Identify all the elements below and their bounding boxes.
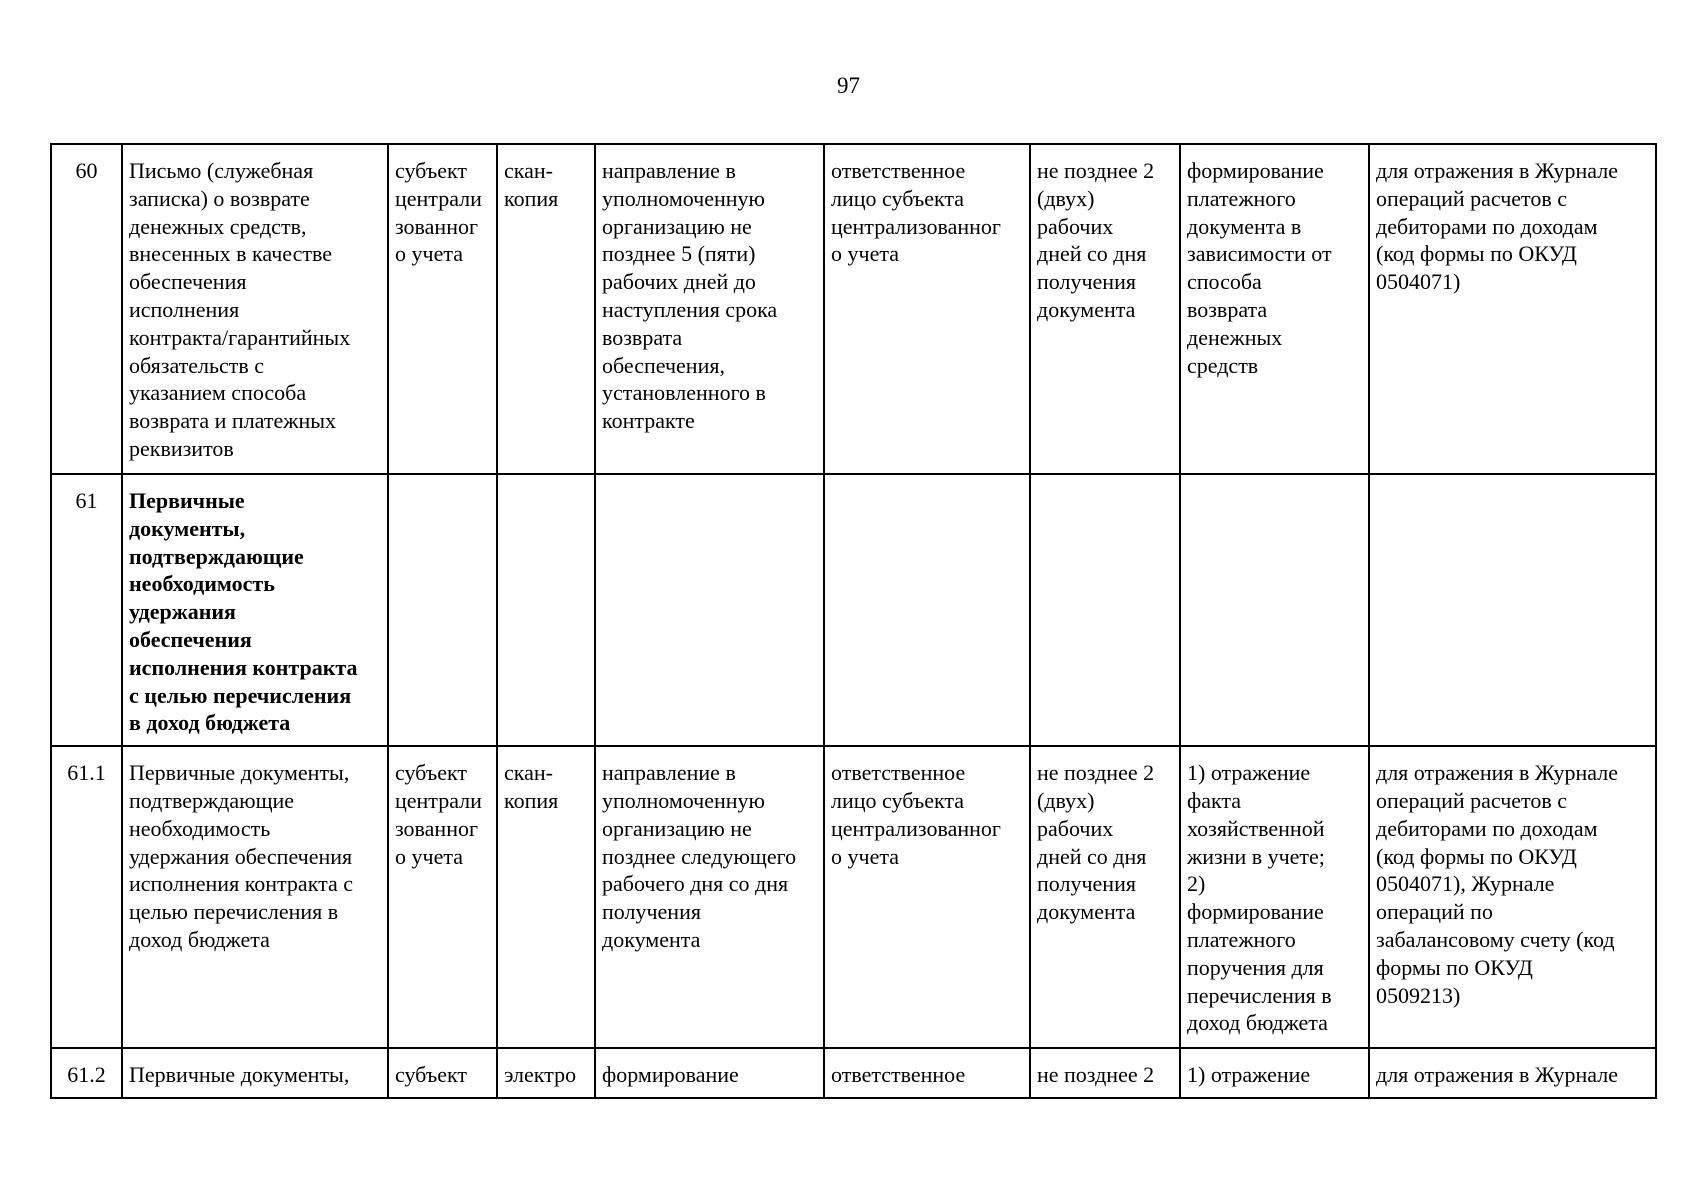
deadline: не позднее 2 (двух) рабочих дней со дня получения документа: [1037, 760, 1155, 925]
document-name: Первичные документы,: [129, 1062, 350, 1088]
purpose-cell: [1369, 1048, 1656, 1098]
format-cell: [497, 1048, 595, 1098]
document-name-cell: [122, 746, 388, 1048]
executor: субъект централи зованног о учета: [395, 760, 482, 869]
format-cell: [497, 746, 595, 1048]
submission-term: направление в уполномоченную организацию не позднее 5 (пяти) рабочих дней до наступления срока возврата обеспечения, установленного в контракте: [602, 158, 778, 434]
table-row: [51, 144, 1656, 474]
action: 1) отражение: [1187, 1062, 1311, 1088]
document-name: Первичные документы, подтверждающие необходимость удержания обеспечения исполнения контракта с целью перечисления в доход бюджета: [129, 760, 354, 952]
action-cell: [1180, 144, 1369, 474]
submission-term: направление в уполномоченную организацию не позднее следующего рабочего дня со дня получения документа: [602, 760, 797, 952]
action-cell: [1180, 474, 1369, 746]
executor: субъект: [395, 1062, 467, 1088]
submission-term-cell: [595, 1048, 824, 1098]
submission-term: формирование: [602, 1062, 739, 1088]
row-number-cell: [51, 474, 122, 746]
deadline-cell: [1030, 144, 1180, 474]
format-cell: [497, 474, 595, 746]
responsible-cell: [824, 746, 1030, 1048]
submission-term-cell: [595, 746, 824, 1048]
section-heading: Первичные документы, подтверждающие необходимость удержания обеспечения исполнения контракта с целью перечисления в доход бюджета: [129, 488, 358, 736]
purpose: для отражения в Журнале операций расчетов с дебиторами по доходам (код формы по ОКУД 0504071): [1376, 158, 1618, 295]
row-number: 61.1: [67, 760, 106, 786]
format: электро: [504, 1062, 577, 1088]
table-row: [51, 746, 1656, 1048]
purpose-cell: [1369, 746, 1656, 1048]
deadline-cell: [1030, 474, 1180, 746]
table-row: [51, 1048, 1656, 1098]
document-name-cell: [122, 1048, 388, 1098]
page-number: 97: [837, 73, 860, 98]
submission-term-cell: [595, 474, 824, 746]
deadline: не позднее 2: [1037, 1062, 1155, 1088]
row-number-cell: [51, 144, 122, 474]
executor-cell: [388, 144, 497, 474]
submission-term-cell: [595, 144, 824, 474]
document-name-cell: [122, 144, 388, 474]
document-table: [50, 143, 1657, 1099]
format: скан- копия: [504, 158, 559, 211]
row-number: 61: [75, 488, 98, 513]
format-cell: [497, 144, 595, 474]
purpose: для отражения в Журнале операций расчетов с дебиторами по доходам (код формы по ОКУД 0504071), Журнале операций по забалансовому счету (код формы по ОКУД 0509213): [1376, 760, 1618, 1008]
executor-cell: [388, 1048, 497, 1098]
row-number: 61.2: [67, 1062, 106, 1088]
purpose-cell: [1369, 474, 1656, 746]
responsible-cell: [824, 474, 1030, 746]
action-cell: [1180, 1048, 1369, 1098]
responsible-cell: [824, 144, 1030, 474]
purpose-cell: [1369, 144, 1656, 474]
executor-cell: [388, 474, 497, 746]
deadline-cell: [1030, 746, 1180, 1048]
row-number-cell: [51, 1048, 122, 1098]
deadline-cell: [1030, 1048, 1180, 1098]
action: 1) отражение факта хозяйственной жизни в учете; 2) формирование платежного поручения для перечисления в доход бюджета: [1187, 760, 1332, 1036]
executor: субъект централи зованног о учета: [395, 158, 482, 267]
responsible-cell: [824, 1048, 1030, 1098]
action-cell: [1180, 746, 1369, 1048]
format: скан- копия: [504, 760, 559, 813]
document-name-cell: [122, 474, 388, 746]
action: формирование платежного документа в зависимости от способа возврата денежных средств: [1187, 158, 1332, 378]
row-number: 60: [75, 158, 98, 183]
responsible: ответственное лицо субъекта централизованног о учета: [831, 760, 1001, 869]
row-number-cell: [51, 746, 122, 1048]
purpose: для отражения в Журнале: [1376, 1062, 1618, 1088]
responsible: ответственное лицо субъекта централизованног о учета: [831, 158, 1001, 267]
document-name: Письмо (служебная записка) о возврате денежных средств, внесенных в качестве обеспечения исполнения контракта/гарантийных обязательств с указанием способа возврата и платежных реквизитов: [129, 158, 351, 461]
deadline: не позднее 2 (двух) рабочих дней со дня получения документа: [1037, 158, 1155, 322]
executor-cell: [388, 746, 497, 1048]
responsible: ответственное: [831, 1062, 966, 1088]
table-row: [51, 474, 1656, 746]
